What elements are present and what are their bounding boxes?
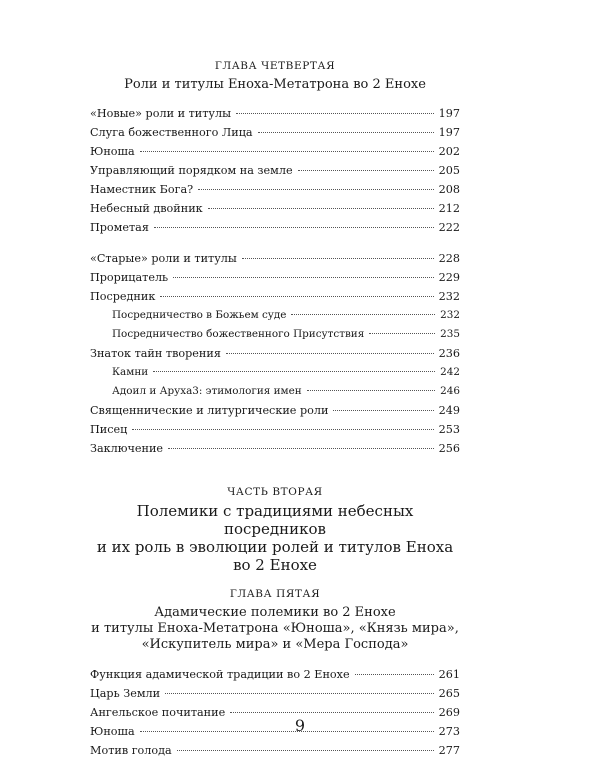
- toc-entry[interactable]: [90, 199, 460, 218]
- toc-entry-page: 273: [438, 725, 460, 738]
- dot-leader: [140, 151, 434, 152]
- dot-leader: [230, 712, 433, 713]
- toc-entry-title: Посредничество в Божьем суде: [112, 309, 287, 321]
- toc-entry[interactable]: [90, 665, 460, 684]
- dot-leader: [153, 371, 435, 372]
- toc-entry[interactable]: [90, 306, 460, 325]
- chapter-4-label: ГЛАВА ЧЕТВЕРТАЯ: [214, 60, 336, 72]
- dot-leader: [154, 227, 434, 228]
- toc-entry-page: 246: [440, 385, 460, 397]
- toc-entry-page: 253: [438, 423, 460, 436]
- toc-entry[interactable]: [90, 218, 460, 237]
- toc-entry-page: 222: [438, 221, 460, 234]
- toc-entry-page: 265: [438, 687, 460, 700]
- toc-entry-title: Заключение: [90, 442, 164, 455]
- toc-entry-page: 208: [438, 183, 460, 196]
- chapter-5-title-line: и титулы Еноха-Метатрона «Юноша», «Князь мира»,: [91, 621, 459, 636]
- toc-entry-title: Знаток тайн творения: [90, 347, 221, 360]
- dot-leader: [177, 750, 434, 751]
- dot-leader: [355, 674, 434, 675]
- toc-entry[interactable]: [90, 684, 460, 703]
- dot-leader: [198, 189, 433, 190]
- part-2-title: [90, 502, 460, 574]
- toc-entry[interactable]: [90, 268, 460, 287]
- toc-entry-page: 205: [438, 164, 460, 177]
- toc-entry-page: 249: [438, 404, 460, 417]
- dot-leader: [333, 410, 433, 411]
- chapter-4-title: Роли и титулы Еноха-Метатрона во 2 Енохе: [124, 77, 426, 92]
- toc-entry[interactable]: [90, 325, 460, 344]
- toc-entry-title: Управляющий порядком на земле: [90, 164, 293, 177]
- toc-entry-title: Царь Земли: [90, 687, 161, 700]
- part-2-title-line: Полемики с традициями небесных посредников: [136, 502, 414, 538]
- toc-entry-title: Посредник: [90, 290, 156, 303]
- dot-leader: [160, 296, 433, 297]
- toc-entry-page: 269: [438, 706, 460, 719]
- chapter-5-title-line: «Искупитель мира» и «Мера Господа»: [141, 637, 409, 652]
- toc-entry-title: Прометая: [90, 221, 149, 234]
- toc-entry[interactable]: [90, 344, 460, 363]
- toc-entry-title: «Старые» роли и титулы: [90, 252, 237, 265]
- toc-entry-page: 236: [438, 347, 460, 360]
- dot-leader: [208, 208, 434, 209]
- toc-entry[interactable]: [90, 382, 460, 401]
- toc-entry-title: Посредничество божественного Присутствия: [112, 328, 365, 340]
- toc-entry[interactable]: [90, 439, 460, 458]
- toc-entry-title: Писец: [90, 423, 128, 436]
- dot-leader: [242, 258, 434, 259]
- dot-leader: [291, 314, 435, 315]
- toc-entry-page: 232: [438, 290, 460, 303]
- chapter-5-toc: [90, 665, 460, 760]
- dot-leader: [258, 132, 434, 133]
- toc-entry-title: Адоил и Аруха3: этимология имен: [112, 385, 302, 397]
- dot-leader: [173, 277, 433, 278]
- toc-entry-page: 228: [438, 252, 460, 265]
- chapter-4-section: [90, 60, 460, 458]
- toc-entry-page: 232: [440, 309, 460, 321]
- toc-entry-title: Юноша: [90, 145, 135, 158]
- part-2-title-line: и их роль в эволюции ролей и титулов Еноха во 2 Енохе: [96, 538, 454, 574]
- page-number: 9: [294, 716, 306, 735]
- dot-leader: [307, 390, 435, 391]
- toc-entry-title: Ангельское почитание: [90, 706, 226, 719]
- dot-leader: [168, 448, 434, 449]
- toc-entry-page: 212: [438, 202, 460, 215]
- toc-page: [90, 60, 460, 760]
- toc-entry[interactable]: [90, 104, 460, 123]
- toc-entry-title: Небесный двойник: [90, 202, 203, 215]
- toc-entry-title: Функция адамической традиции во 2 Енохе: [90, 668, 350, 681]
- toc-entry-title: Юноша: [90, 725, 135, 738]
- toc-entry-title: Слуга божественного Лица: [90, 126, 253, 139]
- toc-entry-title: Мотив голода: [90, 744, 172, 757]
- dot-leader: [236, 113, 434, 114]
- toc-entry-page: 242: [440, 366, 460, 378]
- toc-entry-title: Наместник Бога?: [90, 183, 194, 196]
- dot-leader: [226, 353, 434, 354]
- chapter-5-title: [90, 605, 460, 653]
- toc-entry[interactable]: [90, 363, 460, 382]
- toc-entry-page: 235: [440, 328, 460, 340]
- toc-entry-page: 197: [438, 126, 460, 139]
- toc-entry[interactable]: [90, 401, 460, 420]
- toc-entry[interactable]: [90, 287, 460, 306]
- chapter-4-toc: [90, 104, 460, 458]
- toc-entry-page: 261: [438, 668, 460, 681]
- dot-leader: [369, 333, 435, 334]
- toc-entry[interactable]: [90, 249, 460, 268]
- toc-entry[interactable]: [90, 123, 460, 142]
- toc-entry[interactable]: [90, 741, 460, 760]
- toc-entry[interactable]: [90, 142, 460, 161]
- part-2-section: [90, 486, 460, 574]
- toc-entry-page: 229: [438, 271, 460, 284]
- dot-leader: [298, 170, 434, 171]
- toc-entry-page: 202: [438, 145, 460, 158]
- dot-leader: [132, 429, 433, 430]
- toc-entry-title: Прорицатель: [90, 271, 169, 284]
- toc-entry-title: «Новые» роли и титулы: [90, 107, 232, 120]
- chapter-5-label: ГЛАВА ПЯТАЯ: [229, 588, 321, 600]
- toc-entry-title: Священнические и литургические роли: [90, 404, 329, 417]
- toc-entry-page: 277: [438, 744, 460, 757]
- part-2-label: ЧАСТЬ ВТОРАЯ: [227, 486, 323, 498]
- dot-leader: [165, 693, 434, 694]
- toc-entry[interactable]: [90, 161, 460, 180]
- chapter-5-title-line: Адамические полемики во 2 Енохе: [154, 605, 396, 620]
- toc-entry-title: Камни: [112, 366, 149, 378]
- toc-entry-page: 256: [438, 442, 460, 455]
- toc-entry[interactable]: [90, 180, 460, 199]
- toc-entry[interactable]: [90, 420, 460, 439]
- toc-entry-page: 197: [438, 107, 460, 120]
